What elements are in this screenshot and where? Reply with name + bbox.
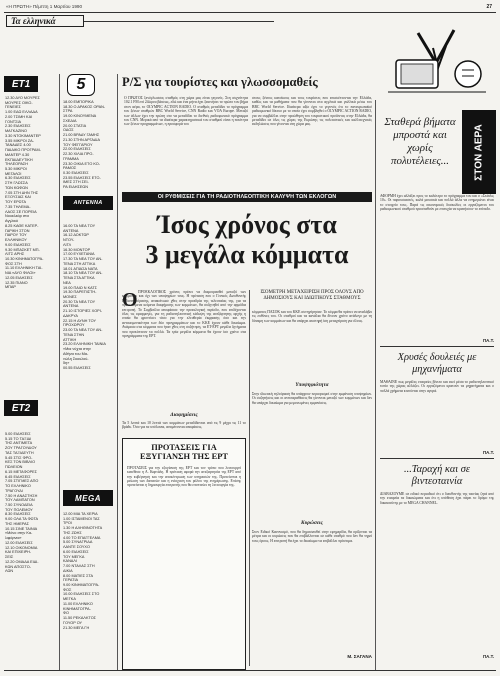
schedule-line: 19.00 ΠΑΙΩ Ν ΚΑΤΣ (63, 285, 98, 290)
schedule-line: 16.12 ΔΟΚΤΩΡ (63, 233, 89, 238)
et1-logo: ΕΤ1 (4, 76, 38, 92)
schedule-line: 7.00 ΝΤΑΛΑΣ ΣΤΗ (63, 564, 95, 569)
schedule-line: ΓΟΥΟΡ ΟΥ (63, 620, 83, 625)
schedule-line: 11.50 ΡΕΚΑΛΚΤΟΣ (63, 616, 97, 621)
schedule-line: 19.30 ΠΑΡΕΠΙΣΤΗ- (63, 290, 97, 295)
schedule-line: 21.30 ΣΤΗΝ ΑΡΓΑΔΙΑ (63, 137, 101, 142)
schedule-line: 8.00 ΜΑΤΙΕΣ ΣΤΑ (63, 573, 94, 578)
schedule-line: ΤΡΟΙ (63, 521, 72, 526)
schedule-line: ΛΙΤΣ ΑΡΗΣ (5, 252, 25, 257)
schedule-line: 4.00 ΤΟ ΕΠΑΓΓΕΛΜΑ (63, 535, 101, 540)
schedule-line: 0.30 ΕΙΔΗΣΕΙΣ (63, 171, 89, 176)
main-headline-line1: Ίσος χρόνος στα (157, 210, 337, 239)
schedule-line: 22.00 ΕΙΔΗΣΕΙΣ (63, 147, 91, 152)
radio-article-col2: στους ξένους κατοίκους και τους τουρίστες που επισκέπτονται την Ελλάδα, καθώς και τα μαθήματα που θα γίνονται στα αγγλικά και γαλλικά μέσω του BBC World Service. Ιδιαίτερα αξίο έχει το γεγονός ότι το πανευρωπαϊκό ραδιοφωνικό δίκτυο με το οποίο έχει συμβληθεί ο OLYMPIC ACTION RADIO, για να συμβάλλει στην προώθηση του τουριστικού προϊόντος στην Ελλάδα, θα μεταδίδει σε όλες τις χώρες της Ευρώπης τις πολιτιστικές και καλλιτεχνικές εκδηλώσεις που γίνονται στη χώρα μας. (252, 96, 372, 127)
schedule-line: Αθήνα του Μα- (63, 351, 89, 356)
schedule-line: ΔΙΚΙΑ (63, 568, 73, 573)
schedule-line: 11.00 ΕΛΛΗΝΙΚΟ (63, 601, 93, 606)
schedule-line: ΛΑΝΤΕ ΣΟΥΧΟ (63, 545, 90, 550)
schedule-line: Νουκλεάρ στα (5, 214, 29, 219)
schedule-line: 6.00 ΕΙΔΗΣΕΙΣ (63, 549, 89, 554)
schedule-line: ΦΟΣ (63, 587, 72, 592)
schedule-line: ΚΑΙ ΕΠΙΧΕΙΡΗ- (5, 550, 32, 555)
vertical-section-label: ΣΤΟΝ ΑΕΡΑ (462, 110, 496, 194)
schedule-line: ΤΟ ΕΛΛΗΝΙΚΟ (5, 484, 31, 489)
schedule-line: λιφόρνια» (5, 536, 22, 541)
channel-5-schedule (63, 100, 115, 190)
schedule-line: 22.30 ΧΙΛΙΑ ΠΡΟ- (63, 152, 94, 157)
mega-schedule (63, 512, 115, 630)
schedule-line: ΜΟΝΕΣ (63, 295, 77, 300)
schedule-line: ΠΑΙΔΙΚΟ ΠΡΟΓΡΑΜ- (5, 148, 41, 153)
schedule-line: ΤΕΝΑ ΣΤΑ ΑΤΤΙΚΑ (63, 276, 95, 281)
schedule-line: 9.00 ΚΙΝΗΜΑΤΟΓΡΑ- (63, 583, 100, 588)
schedule-line: ΣΧΕΔΙΑ (63, 118, 77, 123)
subhead-kyroseis: Κυρώσεις (301, 520, 323, 526)
body-ypopsifiotita: Στην ιδιωτική τηλεόραση θα υπάρχουν περιορισμοί στην εμφάνιση υποψηφίων. Οι συζητήσεις και οι αντιπαραθέσεις θα γίνονται μεταξύ των κομμάτων και δεν θα υπάρχει δικαίωμα για μεμονωμένες εμφανίσεις. (252, 392, 372, 405)
schedule-line: ΤΟΥ ΜΕΓΚΑ (63, 554, 85, 559)
et2-logo: ΕΤ2 (4, 400, 38, 416)
schedule-line: 12.00 ΜΙΑ ΤΑ ΧΕΡΙΑ (63, 512, 98, 516)
schedule-line: ΑΤΤΙΚΗ (63, 337, 77, 342)
body-isometriki: κόμματος ΠΑΣΟΚ και του ΚΚΕ συνηγόρησαν. Το κόμμα θα πρέπει να αναλάβει τις ευθύνες του. Οι σταθμοί και τα κανάλια θα δίνουν χρόνο ανάλογο με τη δύναμη των κομμάτων και θα υπάρχει αυστηρή ίση μεταχείριση για όλους. (252, 310, 372, 323)
schedule-line: 12.35 ΠΙΑΝΟ (5, 280, 28, 285)
schedule-line: ΜΕΓΚΑ (63, 597, 76, 602)
schedule-line: «Μια νύχτα στην (63, 347, 91, 352)
schedule-line: 10.30 ΚΙΝΗΜΑΤΟΓΡΑ- (5, 256, 44, 261)
schedule-line: ΛΩΝ (5, 569, 14, 574)
schedule-line: 17.00 ΕΥΧΕΤΑΝΙΑ (63, 252, 95, 257)
schedule-line: ΟΔΟΣ (63, 128, 74, 133)
schedule-line: 6.15 ΜΕΤΑΦΟΡΕΣ (5, 469, 37, 474)
proposals-box (122, 438, 246, 670)
schedule-line: 7.50 Η ΑΝΑΣΤΗΣΗ (5, 493, 38, 498)
schedule-line: 18.01 ΑΠΙΑΣΑ ΝΑΤΑ (63, 266, 98, 271)
schedule-line: ΤΗΛΕΟΡΑΣΗ (5, 162, 28, 167)
page-number: 27 (486, 4, 492, 10)
schedule-line: ΤΕΝΑ ΣΤΗ ΑΤΤΙΚΑ (63, 261, 96, 266)
schedule-line: ΛΙΤΛ (63, 242, 72, 247)
subhead-ypopsifiotita: Υποψηφιότητα (295, 382, 329, 388)
schedule-line: ΤΟΥ ΦΕΓΓΑΡΙΟΥ (63, 142, 93, 147)
schedule-line: ΚΕΣ ΤΟΝ ΒΙΒΛΙΟ (5, 460, 36, 465)
schedule-line: δη» (63, 361, 70, 366)
schedule-line: ΤΑΝΑΔΕΣ 4.00 (5, 143, 31, 148)
main-headline-line2: 3 μεγάλα κόμματα (145, 240, 349, 269)
schedule-line: ΓΕΝΕΙΕΣ (5, 105, 21, 110)
schedule-line: 8.30 ΕΙΔΗΣΕΙΣ (5, 512, 31, 517)
schedule-line: ΦΟΣ ΣΤΗ (5, 261, 22, 266)
schedule-line: 21.10 ΙΣΤΟΡΙΕΣ ΧΟΡΙ- (63, 309, 103, 314)
sidebar-item1-author: ΠΑ.Τ. (483, 338, 494, 343)
schedule-line: 23.00 ΤΑ ΝΕΑ ΤΟΥ ΑΝ- (63, 328, 103, 333)
schedule-line: ΡΑ ΕΙΔΗΣΕΩΝ (63, 185, 88, 190)
schedule-line: «Μόνο στην Κα- (5, 531, 33, 536)
schedule-line: ΠΩΛΕΙΟΝ (5, 465, 23, 470)
schedule-line: ΓΟΝΤΣΙΑ (5, 119, 22, 124)
schedule-line: Αγγλικό (5, 219, 18, 224)
schedule-line: ΚΩΝ ΑΠΟΣΤΟ- (5, 564, 32, 569)
schedule-line: 18.10 ΤΑ ΝΕΑ ΤΟΥ ΑΝ- (63, 271, 103, 276)
sidebar-item1-body: ΑΦΟΡΜΗ έχει αλλάξει προς το καλύτερο το πρόγραμμα του και ο «Σκάιλις 10». Οι παρουσιαστές, καλά μουσικά και πολλά άλλα να ενημερώνει είναι το στοιχείο τους. Παρά τις οικονομικές δυσκολίες οι εργαζόμενοι του ραδιοφωνικού σταθμού προσπαθούν με επιτυχία να κρατήσουν το επίπεδο. (380, 194, 494, 212)
antenna-logo: ANTENNA (63, 196, 113, 210)
subhead-diafimiseis: Διαφημίσεις (170, 412, 198, 418)
schedule-line: 8.25 ΚΑΘΕ ΚΑΤΕΡ- (5, 223, 39, 228)
schedule-line: 10.15 ΣΙΝΕ ΤΑΙΝΙΑ (5, 526, 38, 531)
schedule-line: ΕΚΠΑΙΔΕΥΤΙΚΗ (5, 157, 33, 162)
schedule-line: 5.30 ΜΙΚΡΟΙ (5, 167, 27, 172)
schedule-line: 7.05 ΣΤΗ ΔΗΝ ΤΗΣ (5, 190, 39, 195)
schedule-line: 1.30 Η ΑΛΗΘΙΝΟΤΗΤΑ (63, 526, 103, 531)
schedule-line: ΛΑΟΣ ΣΕ ΠΟΡΕΙΑ (5, 209, 37, 214)
section-title-box (6, 15, 84, 27)
schedule-line: ΓΡΑΜΜΑ (63, 156, 79, 161)
schedule-line: 9.00 ΕΙΔΗΣΕΙΣ (5, 242, 31, 247)
schedule-line: 7.35 ΤΗΛΕΜΑ- (5, 204, 31, 209)
schedule-line: ΤΕΝΑ ΣΤΗΝ (63, 332, 85, 337)
schedule-line: ΜΟΥΡΕΣ ΟΙΚΟ- (5, 100, 33, 105)
schedule-line: ΝΙΑ «ΔΥΟ ΦΙΛΟΙ» (5, 271, 36, 276)
schedule-line: 5.15 ΤΟ ΤΑΞΙΔΙ (5, 436, 32, 441)
sidebar-item2-title: Χρυσές δουλειές με μηχανήματα (397, 352, 477, 375)
schedule-line: ΤΟΥ ΛΑΜΠΑΤΟΝ (5, 498, 35, 503)
schedule-line: ΔΑΚΡΥΑ (63, 313, 78, 318)
schedule-line: 20.30 ΤΑ ΝΕΑ ΤΟΥ (63, 299, 96, 304)
channel-5-logo: 5 (67, 74, 95, 96)
radio-article-col1: Ο ΠΡΩΤΟΣ ξενόγλωσσος σταθμός στη χώρα μας είναι γεγονός. Στη συχνότητα 102.1 FM επί 24ώρου βάσεως, εδώ και ένα μήνα έχει ξεκινήσει το πρώτο του βήμα στον αέρα, το OLYMPIC ACTION RADIO. Ο σταθμός μεταδίδει το πρόγραμμα του ξένων σταθμών BBC World Service, CNN Radio και VOA Europe. Μεταξύ των άλλων έχει την πρώτη στο να μεταδίδει το διεθνές ραδιοφωνικό πρόγραμμα του CNN. Μερικά από τα ιδιαίτερα χαρακτηριστικά του σταθμού είναι η ποιότητα των ξένων προγραμμάτων, η προσφορά του (124, 96, 248, 127)
author-signature: Μ. ΣΑΓΑΝΑ (347, 654, 372, 659)
body-kyroseis: Στον Ειδικό Κανονισμό, που θα δημοσιευθεί στην εφημερίδα, θα ορίζονται τα μέτρα και οι κυρώσεις που θα επιβάλλονται σε κάθε σταθμό που δεν θα τηρεί τους όρους. Η επιτροπή θα έχει το δικαίωμα να επιβάλλει πρόστιμα. (252, 530, 372, 543)
et1-schedule (5, 96, 55, 290)
sidebar-item3-body: ΔΙΑΒΑΖΟΥΜΕ σε ειδικό περιοδικό ότι ο διευθυντής της ταινίας ζητά από την εταιρεία τα δικαιώματα και ότι η υπόθεση έχει πάρει το δρόμο της δικαιοσύνης με το MEGA CHANNEL. (380, 492, 494, 505)
schedule-line: 00.55 ΕΙΔΗΣΕΙΣ (63, 366, 91, 371)
schedule-line: 21.00 ΒΡΑΔΥ ΓΑΜΗΣ (63, 133, 100, 138)
schedule-line: 18.30 Ο ΔΡΑΚΟΣ ΟΡΑΝ- (63, 104, 106, 109)
schedule-line: ΡΑΜΟΣ (63, 166, 77, 171)
schedule-line: ΝΕΑ (63, 280, 71, 285)
schedule-line: ΣΤΡΑ (63, 109, 73, 114)
body-diafimiseis: Τα 5 λεπτά και 10 λεπτά των κομμάτων μεταδίδονται από τις 9 μέχρι τις 11 το βράδυ. Όσο για τα υπόλοιπα, αναμένονται αποφάσεις. (122, 421, 246, 430)
drop-cap: Ο (122, 289, 138, 311)
schedule-line: 18.00 ΕΜΠΟΡΙΚΑ (63, 100, 94, 104)
schedule-line: 22.15 Η ΔΥΝΗ ΤΟΥ (63, 318, 97, 323)
schedule-line: 5.00 ΣΥΝΑΓΡΙΔΑ (63, 540, 93, 545)
schedule-line: ΕΛΛΗΝΙΚΟΥ (5, 238, 27, 243)
schedule-line: ΑΝΤΕΝΑ (63, 228, 79, 233)
schedule-line: 12.00 ΕΙΔΗΣΕΙΣ (5, 540, 33, 545)
section-title: Τα ελληνικά (11, 16, 56, 26)
schedule-line: ΤΗΣ ΑΝΤΙΜΕΤΑ (5, 441, 33, 446)
schedule-line: 6.30 ΕΙΔΗΣΕΙΣ (5, 176, 31, 181)
schedule-line: 5.45 ΣΤΙΣ ΦΡΟ- (5, 455, 33, 460)
schedule-line: ΜΑΓΚΑΖΙΝΟ (5, 129, 27, 134)
sidebar-item2-body: ΜΑΘΑΙΝΕ πως μεγάλες εταιρείες βίντεο και εκεί μέσα το ραδιοτηλεοπτικό τοπίο της χώρας αλλάζει. Οι εργαζόμενοι κρατούν τα μηχανήματα και ο πολλά χρήματα κινούνται στην αγορά. (380, 380, 494, 393)
main-body-1: ΠΡΟΕΚΛΟΓΙΚΟΣ χρόνος πρέπει να διαμοιρασθεί μεταξύ των κομμάτων και όχι των υποψηφίων τους. Η πρόταση που ο Γενικός Διευθυντής Ραδιοτηλεόρασης, ανακοίνωσε χθες στην προεδρία της τελευταίας της, για τα προτεινόμενα κείμενα διαφήμισης των κομμάτων, θα συζητηθεί από την αρμόδια επιτροπή. Το Συμβούλιο αποφάσισε την προεκλογική περίοδο, που επιδέχονται όλες τις εφαρμογές, για τη ραδιοτηλεοπτική κάλυψη της ανεξάρτητης αρχής η οποία θα φροντίσει τόσο για την ελευθερία έκφρασης όσο και την αντικειμενικότητα των δύο προγραμμάτων και το ΚΚΕ έχουν κάθε δικαίωμα. Ανάμεσα στα κόμματα που ήταν χθες στη συζήτηση, τα ΕΤ-ΕΡΤ μεγάλα ζητήματα που προκύπτουν τα πολλά. Τα τρία μεγάλα κόμματα θα έχουν ίσο χρόνο στα προγράμματα της ΕΡΤ. (122, 290, 246, 339)
schedule-line: ΤΡΑΓΟΥΔΙ (5, 488, 23, 493)
schedule-line: 1.00 ΙΣΤΑΜΕΝΟΙ ΤΑΣ (63, 516, 100, 521)
schedule-line: ΚΑΝΑΛΙ (63, 559, 77, 564)
schedule-line: ΓΕΡΑΤΙΑ (63, 578, 79, 583)
tv-illustration (378, 28, 494, 98)
schedule-line: 5.00 ΕΙΔΗΣΕΙΣ (5, 432, 31, 436)
schedule-line: 19.00 ΚΙΝΟΥΜΕΝΑ (63, 114, 97, 119)
proposals-title: ΠΡΟΤΑΣΕΙΣ ΓΙΑ ΕΞΥΓΙΑΝΣΗ ΤΗΣ ΕΡΤ (140, 443, 228, 462)
sidebar-item3-author: ΠΑ.Τ. (483, 654, 494, 659)
proposals-body: ΠΡΟΤΑΣΕΙΣ για την εξυγίανση της ΕΡΤ και τον τρόπο που λειτουργεί κατέθεσε η Α. Καρτάλη. Η πρόταση αφορά την ανεξαρτησία της ΕΡΤ από την κυβέρνηση και την αποκέντρωση των υπηρεσιών της. Προτείνεται η μείωση των δαπανών και η ενίσχυση του ρόλου της ενημέρωσης. Επίσης προτείνεται η δημιουργία επιτροπής που θα εποπτεύει τη λειτουργία της. (127, 465, 241, 488)
schedule-line: 2.30 ΕΙΔΗΣΕΙΣ (5, 124, 31, 129)
schedule-line: ΕΞΟΥΣΙΑΣ ΚΑΙ (5, 195, 31, 200)
schedule-line: ΜΠΑΡ (5, 285, 16, 290)
schedule-line: 9.30 ΜΠΑΣΚΕΤ ΜΠ- (5, 247, 40, 252)
sidebar-item1-title: Σταθερά βήματα μπροστά και χωρίς πολυτέλειες... (384, 116, 456, 167)
radio-headline: Ρ/Σ για τουρίστες και γλωσσομαθείς (122, 75, 318, 89)
election-banner: ΟΙ ΡΥΘΜΙΣΕΙΣ ΓΙΑ ΤΗ ΡΑΔΙΟΤΗΛΕΟΠΤΙΚΗ ΚΑΛΥΨΗ ΤΩΝ ΕΚΛΟΓΩΝ (122, 192, 372, 202)
schedule-line: 16.00 ΤΑ ΝΕΑ ΤΟΥ (63, 224, 96, 228)
schedule-line: 17.30 ΤΑ ΝΕΑ ΤΟΥ ΑΝ- (63, 257, 103, 262)
schedule-line: 7.50 ΣΥΝΟΔΕΙΑ (5, 503, 33, 508)
masthead: «Η ΠΡΩΤΗ» Πέμπτη 1 Μαρτίου 1990 (6, 4, 83, 9)
schedule-line: ΤΩΝ ΚΩΦΩΝ (5, 185, 28, 190)
schedule-line: 23.30 ΟΙΚΙΑ ΕΤΟ ΚΟ- (63, 161, 100, 166)
subhead-isometriki: ΙΣΟΜΕΤΡΗ ΜΕΤΑΧΕΙΡΙΣΗ ΠΡΟΣ ΟΛΟΥΣ ΑΠΟ ΔΗΜΟΣΙΟΥΣ ΚΑΙ ΙΔΙΩΤΙΚΟΥΣ ΣΤΑΘΜΟΥΣ (260, 290, 364, 301)
schedule-line: 23.55 ΕΙΔΗΣΕΙΣ ΕΤΟ- (63, 175, 101, 180)
schedule-line: 9.00 ΟΛΑ ΤΑ ΦΩΤΑ (5, 517, 39, 522)
schedule-line: ΜΕΓΑΛΟΙ (5, 171, 22, 176)
schedule-line: 7.05 ΣΤΙΓΜΕΣ ΑΠΟ (5, 479, 39, 484)
schedule-line: 6.45 ΕΙΔΗΣΕΙΣ (5, 474, 31, 479)
schedule-line: ΤΗΣ ΖΩΗΣ (63, 530, 82, 535)
schedule-line: ΤΗΣ ΗΜΕΡΑΣ (5, 521, 30, 526)
schedule-line: ΖΟΥ ΤΡΑΓΟΥΔΙΟΥ (5, 446, 37, 451)
schedule-line: ΓΑΡΙΚΗ ΣΤΟΝ (5, 228, 30, 233)
schedule-line: ΤΟΥ ΠΟΛΕΜΟΥ (5, 507, 33, 512)
sidebar-item3-title: ...Ταραχή και σε βιντεοταινία (404, 464, 470, 487)
schedule-line: 12.20 ΟΜΑΔΑ ΕΙΔΙ- (5, 559, 39, 564)
schedule-line: ΠΡΟΧΩΡΟΥ (63, 323, 85, 328)
schedule-line: 2.00 ΤΣΙΜΗ ΚΑΙ (5, 114, 33, 119)
schedule-line: ΝΤΟΥ- (63, 238, 75, 243)
schedule-line: νώλη Σκουλού- (63, 356, 89, 361)
schedule-line: 1.00 ΕΔΩ ΕΛΛΑΔΑ (5, 110, 38, 115)
schedule-line: 12.05 ΕΙΔΗΣΕΙΣ (5, 275, 33, 280)
schedule-line: ΣΤΗ ΓΛΩΣΣΑ (5, 181, 28, 186)
schedule-line: 11.10 ΕΛΛΗΝΙΚΗ ΤΑΙ- (5, 266, 43, 271)
schedule-line: 12.30 ΔΥΟ ΜΟΥΡΕΣ (5, 96, 40, 100)
schedule-line: 10.00 ΕΙΔΗΣΕΙΣ ΣΤΟ (63, 592, 100, 597)
et2-schedule (5, 432, 55, 574)
schedule-line: 20.00 ΣΤΑΤΙΑ (63, 123, 87, 128)
mega-logo: MEGA (63, 490, 113, 506)
antenna-schedule (63, 224, 115, 371)
schedule-line: 3.30 ΝΤΟΚΙΜΑΝΤΕΡ (5, 133, 41, 138)
schedule-line: 23.20 ΕΛΛΗΝΙΚΗ ΤΑΙΝΙΑ (63, 342, 106, 347)
schedule-line: ΣΕΙΣ (5, 555, 14, 560)
schedule-line: 16.30 ΜΟΝΤΟΡ (63, 247, 91, 252)
schedule-line: ΙΜΕΣ ΣΤΗ ΣΕΙ- (63, 180, 89, 185)
schedule-line: ΜΑΝΤΕΡ 4.30 (5, 152, 30, 157)
schedule-line: 21.30 ΜΕΓΑ ΓΗ (63, 625, 90, 630)
schedule-line: 3.55 ΜΙΚΡΟΙ ΖΑ- (5, 138, 34, 143)
schedule-line: ΚΙΝΗΜΑΤΟΓΡΑ- (63, 606, 91, 611)
schedule-line: ΤΟΥ ΕΡΩΤΑ (5, 200, 27, 205)
sidebar-item2-author: ΠΑ.Τ. (483, 450, 494, 455)
schedule-line: 12.10 ΟΙΚΟΝΟΜΙΑ (5, 545, 38, 550)
schedule-line: ΦΟ (63, 611, 69, 616)
schedule-line: ΤΑΣ ΤΑΞΙΔΕΥΤΗ (5, 450, 34, 455)
schedule-line: ΑΝΤΕΝΑ (63, 304, 79, 309)
schedule-line: ΠΑΡΟΥ ΤΟΥ (5, 233, 27, 238)
